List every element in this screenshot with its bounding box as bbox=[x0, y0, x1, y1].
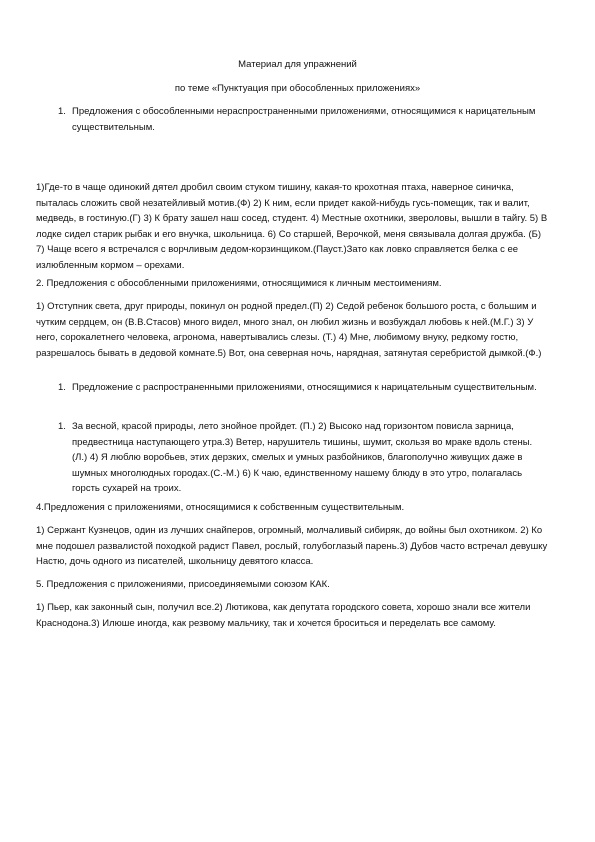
item-text: Предложение с распространенными приложениями, относящимися к нарицательным существительным. bbox=[72, 382, 537, 393]
item-number: 1. bbox=[58, 106, 66, 117]
heading-section-5: 5. Предложения с приложениями, присоединяемыми союзом КАК. bbox=[36, 579, 330, 590]
title-line-2: по теме «Пунктуация при обособленных приложениях» bbox=[174, 83, 421, 94]
item-number: 1. bbox=[58, 382, 66, 393]
heading-section-4: 4.Предложения с приложениями, относящимися к собственным существительным. bbox=[36, 502, 405, 513]
item-text: За весной, красой природы, лето знойное пройдет. (П.) 2) Высоко над горизонтом повисла зарница, предвестница наступающего утра.3) Ветер, нарушитель тишины, шумит, скользя во мраке вдоль стены. (Л.) 4) Я люблю воробьев, этих дерзких, смелых и умных разбойников, благополучно живущих даже в шумных многолюдных городах.(С.-М.) 6) К чаю, единственному нашему блюду в это утро, полагалась горсть сухарей на троих. bbox=[72, 421, 533, 494]
heading-section-2: 2. Предложения с обособленными приложениями, относящимися к личным местоимениям. bbox=[36, 278, 442, 289]
numbered-item-3-examples bbox=[58, 419, 538, 497]
numbered-item-3 bbox=[58, 380, 538, 396]
numbered-item-1 bbox=[58, 104, 538, 135]
paragraph-examples-5: 1) Пьер, как законный сын, получил все.2) Лютикова, как депутата городского совета, хорошо знали все жители Краснодона.3) Илюше иногда, как резвому мальчику, так и хочется броситься и переделать все самому. bbox=[36, 602, 531, 629]
paragraph-examples-1: 1)Где-то в чаще одинокий дятел дробил своим стуком тишину, какая-то крохотная птаха, наверное синичка, пыталась сложить свой незатейливый мотив.(Ф) 2) К ним, если придет какой-нибудь гусь-помещик, так и валит, медведь, в гостиную.(Г) 3) К брату зашел наш сосед, студент. 4) Местные охотники, звероловы, вышли в тайгу. 5) В лодке сидел старик рыбак и его внучка, школьница. 6) Со старшей, Верочкой, меня связывала долгая дружба. (Б) 7) Чаще всего я встречался с ворчливым дедом-корзинщиком.(Пауст.)Зато как ловко справляется белка с ее излюбленным кормом – орехами. bbox=[36, 182, 548, 271]
item-text: Предложения с обособленными нераспространенными приложениями, относящимися к нарицательным существительным. bbox=[72, 106, 536, 133]
paragraph-examples-2: 1) Отступник света, друг природы, покинул он родной предел.(П) 2) Седой ребенок большого роста, с большим и чутким сердцем, он (В.В.Стасов) много видел, много знал, он любил жизнь и возбуждал любовь к ней.(М.Г.) 3) У него, сорокалетнего человека, агронома, навертывались слезы. (Т.) 4) Мне, любимому внуку, редкому гостю, разрешалось бывать в дедовой комнате.5) Вот, она северная ночь, нарядная, затянутая серебристой дымкой.(Ф.) bbox=[36, 301, 542, 359]
title-line-1: Материал для упражнений bbox=[238, 59, 357, 70]
item-number: 1. bbox=[58, 421, 66, 432]
paragraph-examples-4: 1) Сержант Кузнецов, один из лучших снайперов, огромный, молчаливый сибиряк, до войны был охотником. 2) Ко мне подошел развалистой походкой радист Павел, рослый, голубоглазый парень.3) Дубов часто встречал девушку Настю, дочь одного из писателей, школьницу девятого класса. bbox=[36, 525, 548, 567]
